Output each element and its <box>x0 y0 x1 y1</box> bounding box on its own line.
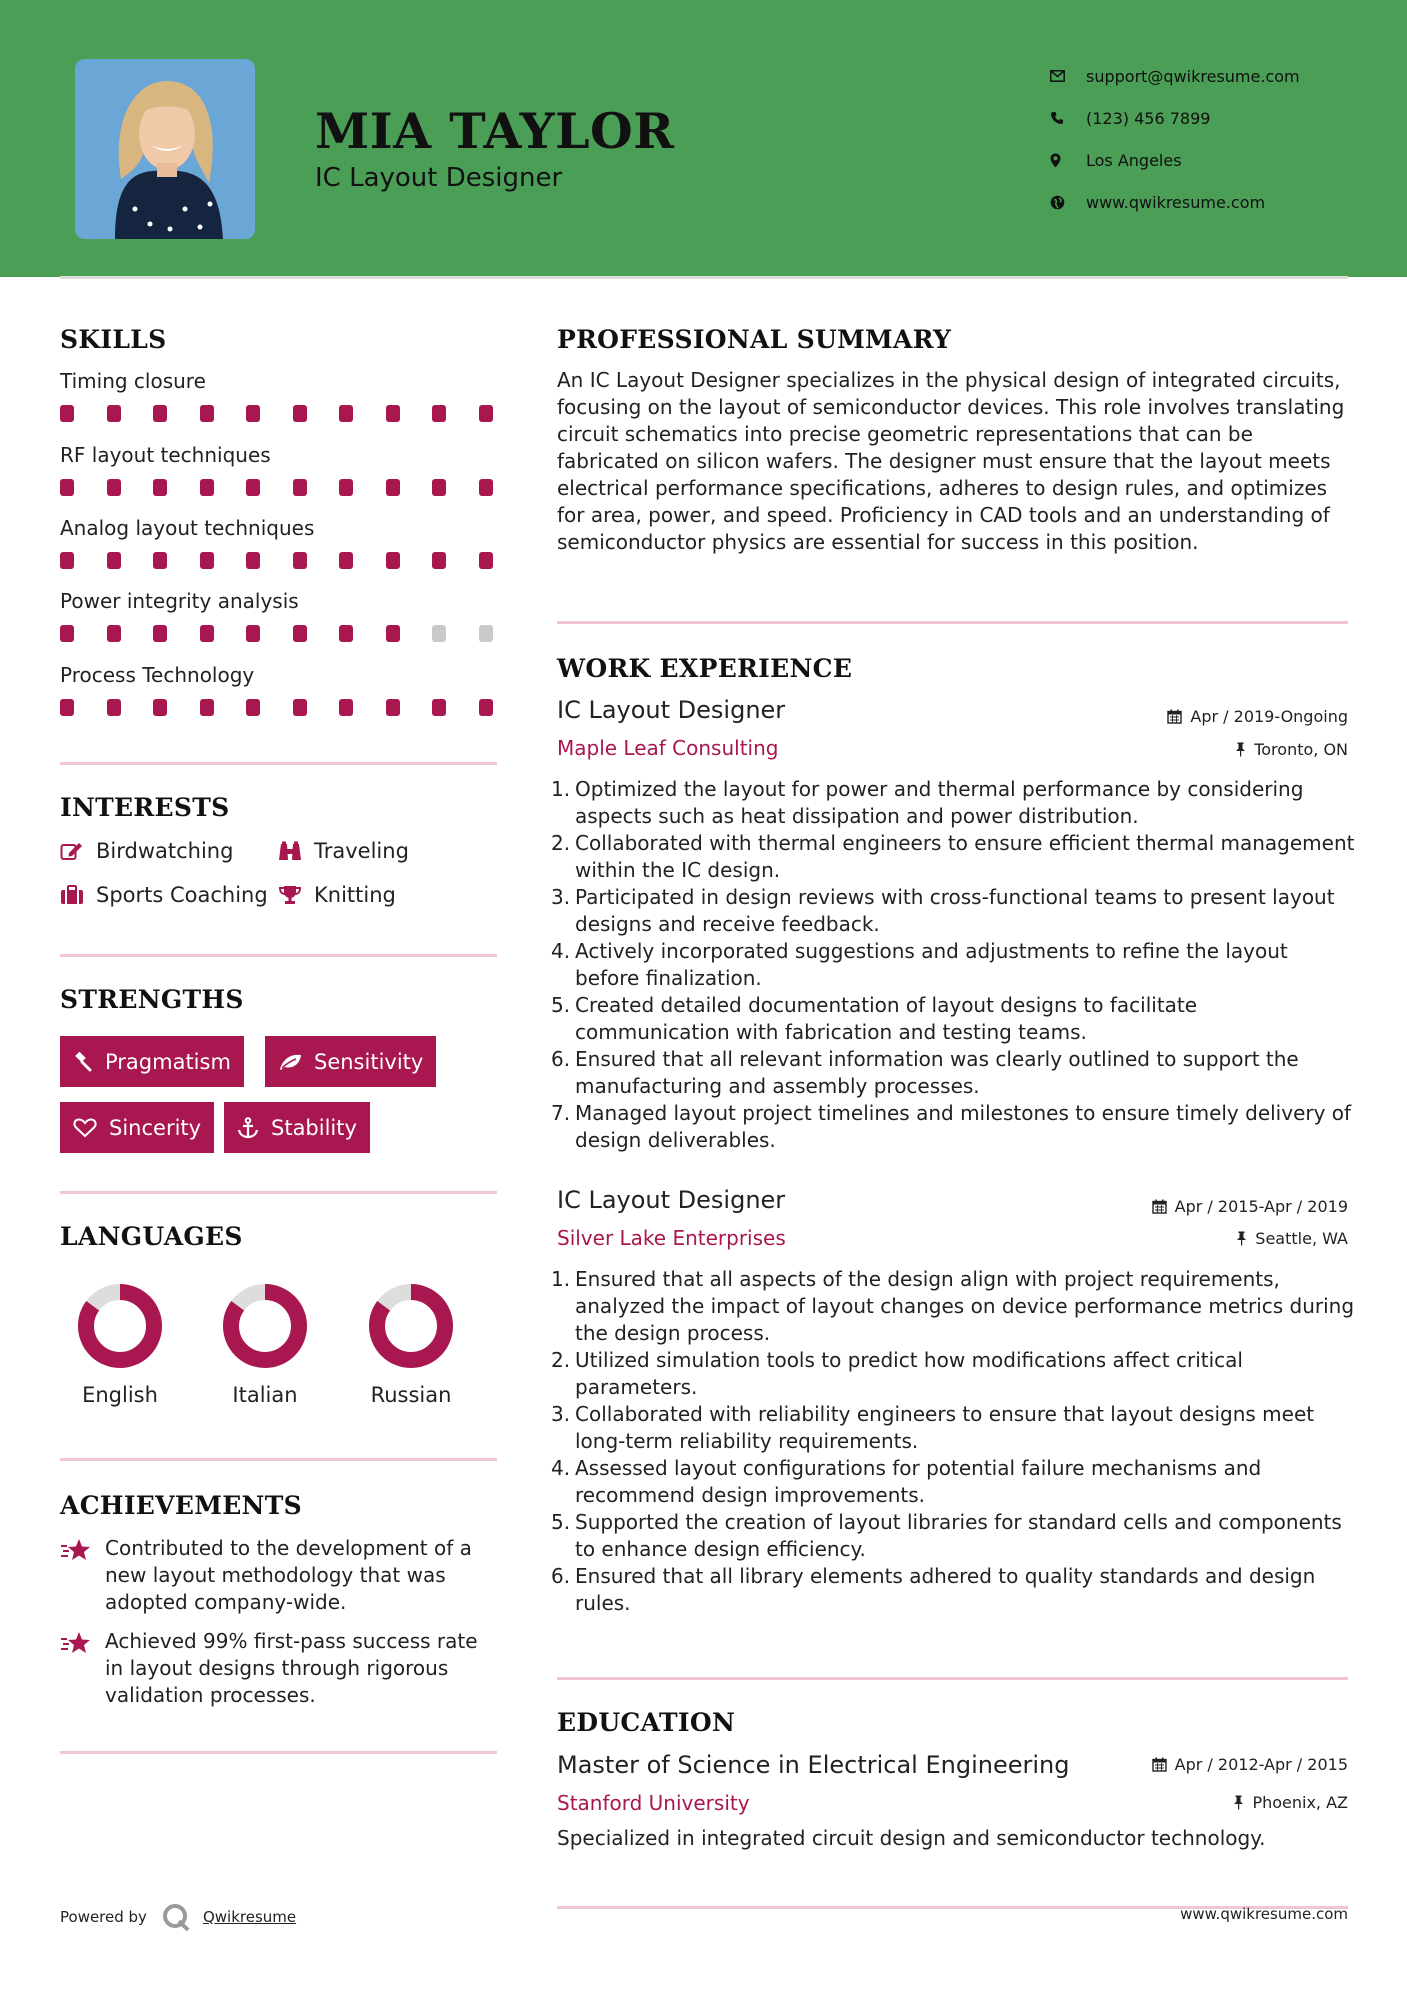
job-dates: Apr / 2019-Ongoing <box>1167 707 1348 726</box>
strength-badge: Pragmatism <box>60 1036 244 1087</box>
language-item: Russian <box>361 1283 461 1407</box>
language-ring <box>77 1283 163 1369</box>
job-duties <box>575 776 1355 1154</box>
skill-dot-filled <box>107 405 121 422</box>
skill-dot-filled <box>153 552 167 569</box>
section-divider <box>557 621 1348 624</box>
duty-item: Created detailed documentation of layout designs to facilitate communication with fabrication and testing teams. <box>575 993 1198 1044</box>
duty-item: Actively incorporated suggestions and adjustments to refine the layout before finalization. <box>575 939 1288 990</box>
skill-dot-filled <box>293 552 307 569</box>
skill-rating <box>60 699 525 716</box>
achievement-item: Achieved 99% first-pass success rate in layout designs through rigorous validation processes. <box>60 1628 500 1709</box>
skill-rating <box>60 479 525 496</box>
skill-dot-filled <box>200 552 214 569</box>
skill-dot-filled <box>246 552 260 569</box>
skill-dot-empty <box>432 625 446 642</box>
pushpin-icon <box>1235 742 1246 757</box>
gavel-icon <box>73 1052 93 1072</box>
skill-dot-filled <box>107 699 121 716</box>
candidate-title: IC Layout Designer <box>315 163 563 193</box>
skill-dot-filled <box>200 625 214 642</box>
skill-dot-filled <box>246 405 260 422</box>
job-dates: Apr / 2015-Apr / 2019 <box>1152 1197 1348 1216</box>
header-divider <box>60 276 1348 279</box>
skill-label: Power integrity analysis <box>60 589 299 613</box>
section-divider <box>557 1677 1348 1680</box>
skill-label: Analog layout techniques <box>60 516 315 540</box>
skill-dot-empty <box>479 625 493 642</box>
skill-dot-filled <box>386 479 400 496</box>
trophy-icon <box>278 885 314 905</box>
company-name: Silver Lake Enterprises <box>557 1226 786 1250</box>
pushpin-icon <box>1236 1231 1247 1246</box>
skill-dot-filled <box>200 405 214 422</box>
duty-item: Ensured that all library elements adhered to quality standards and design rules. <box>575 1564 1316 1615</box>
skill-dot-filled <box>432 405 446 422</box>
map-marker-icon <box>1050 153 1086 168</box>
section-divider <box>60 1191 497 1194</box>
calendar-icon <box>1152 1199 1167 1214</box>
star-award-icon <box>60 1535 105 1616</box>
skill-dot-filled <box>60 479 74 496</box>
heart-icon <box>73 1118 97 1138</box>
skill-dot-filled <box>246 699 260 716</box>
skill-dot-filled <box>293 699 307 716</box>
skill-dot-filled <box>293 625 307 642</box>
skill-rating <box>60 625 525 642</box>
contact-phone[interactable]: (123) 456 7899 <box>1050 97 1300 139</box>
skill-dot-filled <box>386 405 400 422</box>
education-location: Phoenix, AZ <box>1233 1793 1348 1812</box>
contact-list <box>1050 55 1300 223</box>
interest-item: Birdwatching <box>60 839 233 863</box>
school-name: Stanford University <box>557 1791 750 1815</box>
company-name: Maple Leaf Consulting <box>557 736 779 760</box>
profile-photo <box>75 59 255 239</box>
section-divider <box>60 762 497 765</box>
contact-location: Los Angeles <box>1050 139 1300 181</box>
achievements-heading: ACHIEVEMENTS <box>60 1491 302 1520</box>
duty-item: Utilized simulation tools to predict how modifications affect critical parameters. <box>575 1348 1243 1399</box>
binoculars-icon <box>278 841 314 861</box>
calendar-icon <box>1167 709 1182 724</box>
language-ring <box>368 1283 454 1369</box>
pushpin-icon <box>1233 1795 1244 1810</box>
duty-item: Participated in design reviews with cross-functional teams to present layout designs and receive feedback. <box>575 885 1335 936</box>
anchor-icon <box>237 1117 259 1139</box>
skill-dot-filled <box>107 625 121 642</box>
education-dates: Apr / 2012-Apr / 2015 <box>1152 1755 1348 1774</box>
skill-dot-filled <box>246 479 260 496</box>
skill-dot-filled <box>153 625 167 642</box>
duty-item: Collaborated with thermal engineers to ensure efficient thermal management within the IC design. <box>575 831 1355 882</box>
skill-rating <box>60 405 525 422</box>
skill-dot-filled <box>479 405 493 422</box>
language-ring <box>222 1283 308 1369</box>
education-description: Specialized in integrated circuit design and semiconductor technology. <box>557 1826 1266 1850</box>
job-duties <box>575 1266 1355 1617</box>
candidate-name: MIA TAYLOR <box>315 102 675 160</box>
skills-heading: SKILLS <box>60 325 167 354</box>
strength-badge: Sensitivity <box>265 1036 436 1087</box>
duty-item: Ensured that all relevant information was clearly outlined to support the manufacturing and assembly processes. <box>575 1047 1299 1098</box>
duty-item: Managed layout project timelines and milestones to ensure timely delivery of design deliverables. <box>575 1101 1352 1152</box>
skill-dot-filled <box>107 479 121 496</box>
section-divider <box>60 1458 497 1461</box>
section-divider <box>60 1751 497 1754</box>
globe-icon <box>1050 195 1086 210</box>
interest-item: Knitting <box>278 883 396 907</box>
pencil-square-icon <box>60 841 96 861</box>
skill-dot-filled <box>432 552 446 569</box>
job-location: Toronto, ON <box>1235 740 1348 759</box>
language-item: English <box>70 1283 170 1407</box>
duty-item: Ensured that all aspects of the design align with project requirements, analyzed the impact of layout changes on device performance metrics during the design process. <box>575 1267 1355 1345</box>
skill-dot-filled <box>60 405 74 422</box>
strength-badge: Stability <box>224 1102 370 1153</box>
skill-dot-filled <box>107 552 121 569</box>
footer-brand-link[interactable]: Qwikresume <box>202 1908 297 1926</box>
interests-heading: INTERESTS <box>60 793 230 822</box>
achievement-item: Contributed to the development of a new layout methodology that was adopted company-wide. <box>60 1535 500 1616</box>
job-location: Seattle, WA <box>1236 1229 1348 1248</box>
star-award-icon <box>60 1628 105 1709</box>
duty-item: Optimized the layout for power and thermal performance by considering aspects such as heat dissipation and power distribution. <box>575 777 1304 828</box>
skill-dot-filled <box>479 552 493 569</box>
contact-email[interactable]: support@qwikresume.com <box>1050 55 1300 97</box>
skill-dot-filled <box>339 552 353 569</box>
degree-title: Master of Science in Electrical Engineering <box>557 1751 1070 1779</box>
job-title: IC Layout Designer <box>557 696 786 724</box>
skill-rating <box>60 552 525 569</box>
languages-heading: LANGUAGES <box>60 1222 243 1251</box>
skill-dot-filled <box>60 552 74 569</box>
experience-heading: WORK EXPERIENCE <box>557 654 853 683</box>
job-title: IC Layout Designer <box>557 1186 786 1214</box>
qwikresume-logo-icon <box>161 1903 191 1931</box>
language-item: Italian <box>215 1283 315 1407</box>
strength-badge: Sincerity <box>60 1102 214 1153</box>
skill-dot-filled <box>153 699 167 716</box>
resume-header <box>0 0 1407 277</box>
duty-item: Supported the creation of layout libraries for standard cells and components to enhance design efficiency. <box>575 1510 1342 1561</box>
skill-dot-filled <box>432 699 446 716</box>
interest-item: Traveling <box>278 839 409 863</box>
footer-website-link[interactable]: www.qwikresume.com <box>1180 1905 1348 1923</box>
skill-dot-filled <box>153 479 167 496</box>
footer-powered-by: Powered by Qwikresume <box>60 1903 296 1931</box>
skill-dot-filled <box>386 625 400 642</box>
skill-dot-filled <box>339 479 353 496</box>
skill-dot-filled <box>293 405 307 422</box>
skill-dot-filled <box>200 479 214 496</box>
skill-dot-filled <box>60 625 74 642</box>
skill-dot-filled <box>479 479 493 496</box>
calendar-icon <box>1152 1757 1167 1772</box>
skill-dot-filled <box>200 699 214 716</box>
section-divider <box>60 954 497 957</box>
skill-dot-filled <box>293 479 307 496</box>
contact-website[interactable]: www.qwikresume.com <box>1050 181 1300 223</box>
skill-dot-filled <box>153 405 167 422</box>
duty-item: Collaborated with reliability engineers to ensure that layout designs meet long-term reliability requirements. <box>575 1402 1315 1453</box>
skill-dot-filled <box>386 699 400 716</box>
skill-dot-filled <box>386 552 400 569</box>
envelope-icon <box>1050 70 1086 82</box>
summary-heading: PROFESSIONAL SUMMARY <box>557 325 952 354</box>
skill-label: Timing closure <box>60 369 206 393</box>
skill-dot-filled <box>339 625 353 642</box>
leaf-icon <box>278 1053 302 1071</box>
skill-label: Process Technology <box>60 663 255 687</box>
education-heading: EDUCATION <box>557 1708 736 1737</box>
skill-dot-filled <box>339 699 353 716</box>
skill-label: RF layout techniques <box>60 443 271 467</box>
summary-text: An IC Layout Designer specializes in the physical design of integrated circuits, focusing on the layout of semiconductor devices. This role involves translating circuit schematics into precise geometric representations that can be fabricated on silicon wafers. The designer must ensure that the layout meets electrical performance specifications, adheres to design rules, and optimizes for area, power, and speed. Proficiency in CAD tools and an understanding of semiconductor physics are essential for success in this position. <box>557 368 1345 554</box>
strengths-heading: STRENGTHS <box>60 985 244 1014</box>
briefcase-icon <box>60 885 96 905</box>
skill-dot-filled <box>339 405 353 422</box>
skill-dot-filled <box>432 479 446 496</box>
skill-dot-filled <box>246 625 260 642</box>
interest-item: Sports Coaching <box>60 883 268 907</box>
phone-icon <box>1050 111 1086 125</box>
duty-item: Assessed layout configurations for potential failure mechanisms and recommend design improvements. <box>575 1456 1262 1507</box>
skill-dot-filled <box>60 699 74 716</box>
skill-dot-filled <box>479 699 493 716</box>
